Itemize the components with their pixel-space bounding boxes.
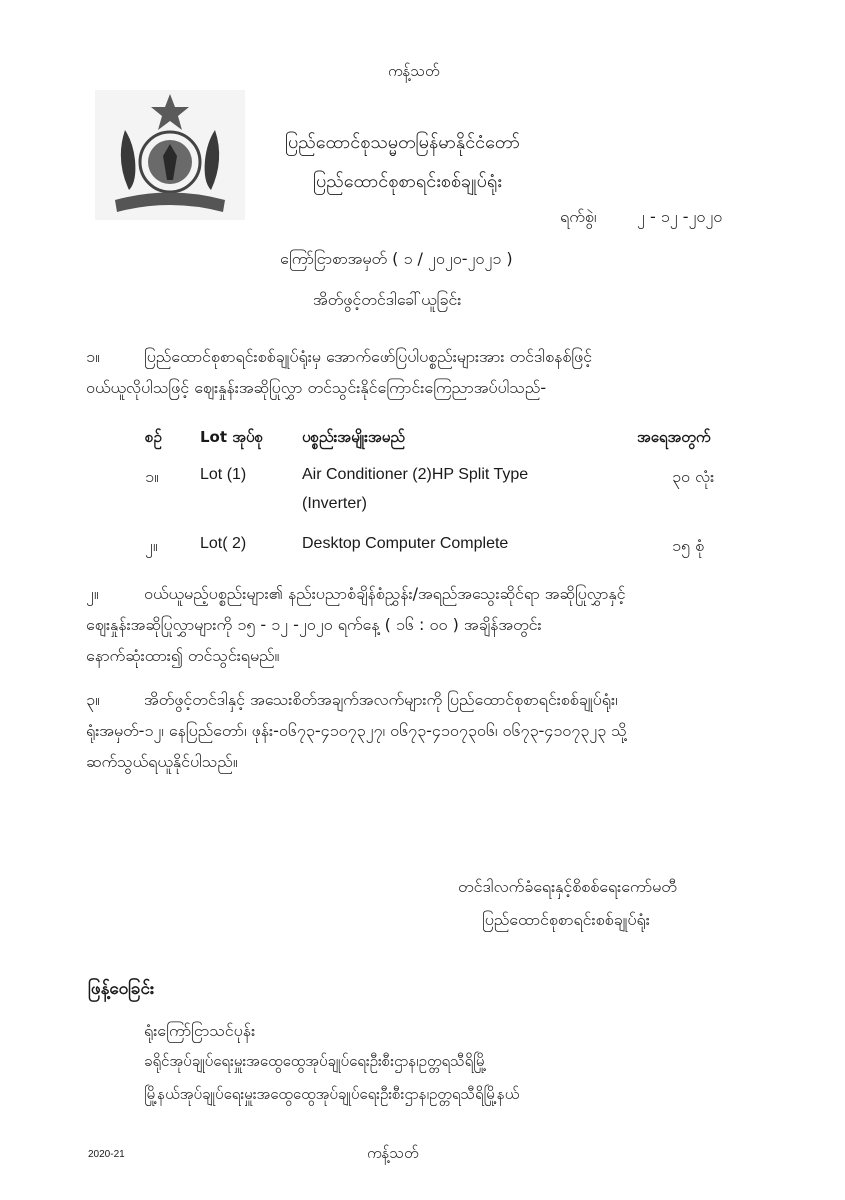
- signature-office: ပြည်ထောင်စုစာရင်းစစ်ချုပ်ရုံး: [482, 910, 650, 929]
- distribution-item: ခရိုင်အုပ်ချုပ်ရေးမှူးအထွေထွေအုပ်ချုပ်ရေးဦးစီးဌာန၊ဥတ္တရသီရိမြို့: [144, 1052, 487, 1070]
- table-cell-item: Air Conditioner (2)HP Split Type: [302, 466, 529, 483]
- classification-bottom: ကန့်သတ်: [367, 1144, 419, 1162]
- date-value: ၂ - ၁၂ -၂၀၂၀: [637, 207, 723, 226]
- distribution-item: မြို့နယ်အုပ်ချုပ်ရေးမှူးအထွေထွေအုပ်ချုပ်ရေးဦးစီးဌာန၊ဥတ္တရသီရိမြို့နယ်: [144, 1085, 520, 1103]
- signature-committee: တင်ဒါလက်ခံရေးနှင့်စိစစ်ရေးကော်မတီ: [458, 877, 677, 896]
- paragraph-line: နောက်ဆုံးထား၍ တင်သွင်းရမည်။: [86, 646, 280, 665]
- announcement-number: ကြော်ငြာစာအမှတ် ( ၁ / ၂၀၂၀-၂၀၂၁ ): [280, 249, 513, 268]
- paragraph-line: ဈေးနှုန်းအဆိုပြုလွှာများကို ၁၅ - ၁၂ -၂၀၂၀ ရက်နေ့ ( ၁၆ : ၀၀ ) အချိန်အတွင်း: [86, 615, 542, 634]
- paragraph-line: အိတ်ဖွင့်တင်ဒါနှင့် အသေးစိတ်အချက်အလက်များကို ပြည်ထောင်စုစာရင်းစစ်ချုပ်ရုံး၊: [144, 690, 618, 709]
- classification-top: ကန့်သတ်: [388, 62, 440, 80]
- paragraph-number: ၂။: [86, 584, 99, 603]
- paragraph-line: ဝယ်ယူမည့်ပစ္စည်းများ၏ နည်းပညာစံချိန်စံညွှန်း/အရည်အသွေးဆိုင်ရာ အဆိုပြုလွှာနှင့်: [144, 584, 626, 603]
- paragraph-3: [86, 684, 761, 777]
- table-header-lot: Lot အုပ်စု: [200, 428, 264, 446]
- footer-code: 2020-21: [88, 1149, 125, 1160]
- header-office: ပြည်ထောင်စုစာရင်းစစ်ချုပ်ရုံး: [313, 171, 502, 192]
- table-cell-item-cont: (Inverter): [302, 495, 367, 512]
- table-header-qty: အရေအတွက်: [637, 428, 711, 446]
- paragraph-line: ဝယ်ယူလိုပါသဖြင့် ဈေးနှုန်းအဆိုပြုလွှာ တင်သွင်းနိုင်ကြောင်းကြေညာအပ်ပါသည်-: [86, 378, 547, 397]
- paragraph-number: ၃။: [86, 690, 100, 709]
- table-header-no: စဉ်: [145, 428, 162, 446]
- date-label: ရက်စွဲ၊: [560, 207, 597, 226]
- distribution-title: ဖြန့်ဝေခြင်း: [88, 979, 155, 999]
- table-cell-item: Desktop Computer Complete: [302, 535, 509, 552]
- paragraph-line: ပြည်ထောင်စုစာရင်းစစ်ချုပ်ရုံးမှ အောက်ဖော်ပြပါပစ္စည်းများအား တင်ဒါစနစ်ဖြင့်: [144, 347, 593, 366]
- table-header-item: ပစ္စည်းအမျိုးအမည်: [302, 428, 405, 446]
- table-cell-no: ၂။: [145, 536, 158, 555]
- table-cell-qty: ၃၀ လုံး: [672, 467, 715, 486]
- table-cell-lot: Lot( 2): [200, 535, 247, 552]
- distribution-item: ရုံးကြော်ငြာသင်ပုန်း: [144, 1021, 256, 1040]
- paragraph-line: ရုံးအမှတ်-၁၂၊ နေပြည်တော်၊ ဖုန်း-၀၆၇၃-၄၁၀၇၃၂၇၊ ၀၆၇၃-၄၁၀၇၃၀၆၊ ၀၆၇၃-၄၁၀၇၃၂၃ သို့: [86, 721, 627, 740]
- state-emblem-image: [95, 90, 245, 220]
- table-cell-qty: ၁၅ စုံ: [672, 536, 705, 555]
- table-cell-lot: Lot (1): [200, 466, 247, 483]
- table-cell-no: ၁။: [145, 467, 159, 486]
- paragraph-2: [86, 578, 761, 671]
- paragraph-line: ဆက်သွယ်ရယူနိုင်ပါသည်။: [86, 752, 238, 771]
- subject-title: အိတ်ဖွင့်တင်ဒါခေါ်ယူခြင်း: [313, 290, 462, 309]
- paragraph-number: ၁။: [86, 347, 100, 366]
- header-country: ပြည်ထောင်စုသမ္မတမြန်မာနိုင်ငံတော်: [285, 132, 520, 153]
- paragraph-1: [86, 341, 761, 403]
